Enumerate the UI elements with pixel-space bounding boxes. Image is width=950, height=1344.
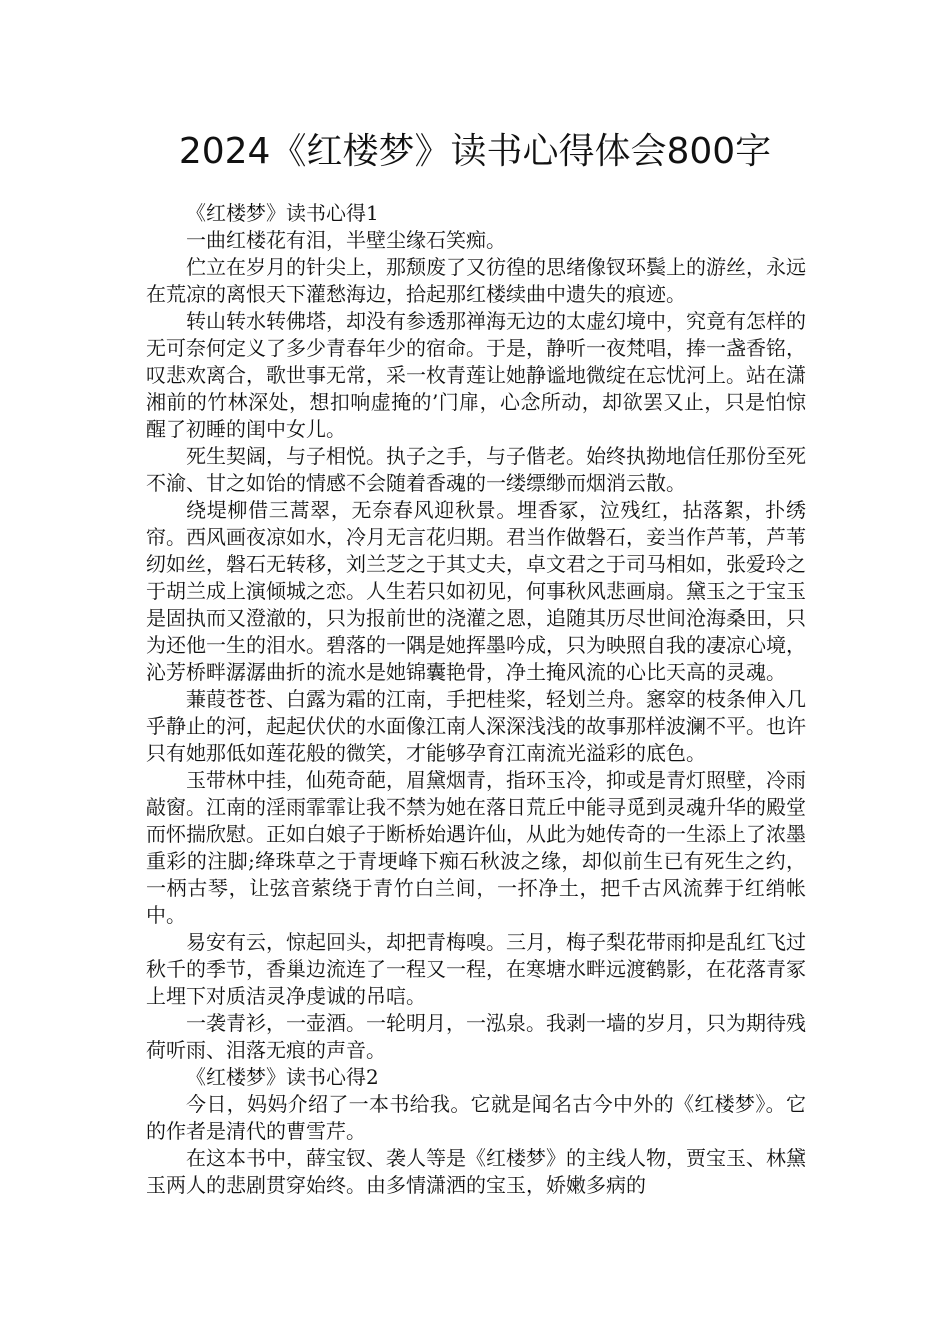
section-heading: 《红楼梦》读书心得1: [186, 201, 379, 225]
paragraph: 死生契阔，与子相悦。执子之手，与子偕老。始终执拗地信任那份至死不渝、甘之如饴的情感不会随着香魂的一缕缥缈而烟消云散。: [146, 444, 806, 495]
paragraph: 一曲红楼花有泪，半壁尘缘石笑痴。: [186, 228, 506, 252]
paragraph: 玉带林中挂，仙苑奇葩，眉黛烟青，指环玉冷，抑或是青灯照壁，冷雨敲窗。江南的淫雨霏霏让我不禁为她在落日荒丘中能寻觅到灵魂升华的殿堂而怀揣欣慰。正如白娘子于断桥始遇许仙，从此为她传奇的一生添上了浓墨重彩的注脚;绛珠草之于青埂峰下痴石秋波之缘，却似前生已有死生之约，一柄古琴，让弦音萦绕于青竹白兰间，一抔净土，把千古风流葬于红绡帐中。: [146, 768, 806, 927]
paragraph: 绕堤柳借三蒿翠，无奈春风迎秋景。埋香冢，泣残红，拈落絮，扑绣帘。西风画夜凉如水，冷月无言花归期。君当作做磐石，妾当作芦苇，芦苇纫如丝，磐石无转移，刘兰芝之于其丈夫，卓文君之于司马相如，张爱玲之于胡兰成上演倾城之恋。人生若只如初见，何事秋风悲画扇。黛玉之于宝玉是固执而又澄澈的，只为报前世的浇灌之恩，追随其历尽世间沧海桑田，只为还他一生的泪水。碧落的一隅是她挥墨吟成，只为映照自我的凄凉心境，沁芳桥畔潺潺曲折的流水是她锦囊艳骨，净土掩风流的心比天高的灵魂。: [146, 498, 806, 684]
paragraph: 蒹葭苍苍、白露为霜的江南，手把桂桨，轻划兰舟。窸窣的枝条伸入几乎静止的河，起起伏伏的水面像江南人深深浅浅的故事那样波澜不平。也许只有她那低如莲花般的微笑，才能够孕育江南流光溢彩的底色。: [146, 687, 806, 765]
paragraph: 伫立在岁月的针尖上，那颓废了又彷徨的思绪像钗环鬓上的游丝，永远在荒凉的离恨天下灌愁海边，拾起那红楼续曲中遗失的痕迹。: [146, 255, 806, 306]
document-body: [146, 200, 806, 1199]
document-title: 2024《红楼梦》读书心得体会800字: [178, 131, 772, 172]
paragraph: 在这本书中，薛宝钗、袭人等是《红楼梦》的主线人物，贾宝玉、林黛玉两人的悲剧贯穿始终。由多情潇洒的宝玉，娇嫩多病的: [146, 1146, 806, 1197]
section-heading: 《红楼梦》读书心得2: [186, 1065, 379, 1089]
paragraph: 一袭青衫，一壶酒。一轮明月，一泓泉。我剥一墙的岁月，只为期待残荷听雨、泪落无痕的声音。: [146, 1011, 806, 1062]
paragraph: 转山转水转佛塔，却没有参透那禅海无边的太虚幻境中，究竟有怎样的无可奈何定义了多少青春年少的宿命。于是，静听一夜梵唱，捧一盏香铭，叹悲欢离合，歌世事无常，采一枚青莲让她静谧地微绽在忘忧河上。站在潇湘前的竹林深处，想扣响虚掩的’门扉，心念所动，却欲罢又止，只是怕惊醒了初睡的闺中女儿。: [146, 309, 806, 441]
paragraph: 易安有云，惊起回头，却把青梅嗅。三月，梅子梨花带雨抑是乱红飞过秋千的季节，香巢边流连了一程又一程，在寒塘水畔远渡鹤影，在花落青冢上埋下对质洁灵净虔诚的吊唁。: [146, 930, 806, 1008]
paragraph: 今日，妈妈介绍了一本书给我。它就是闻名古今中外的《红楼梦》。它的作者是清代的曹雪芹。: [146, 1092, 806, 1143]
